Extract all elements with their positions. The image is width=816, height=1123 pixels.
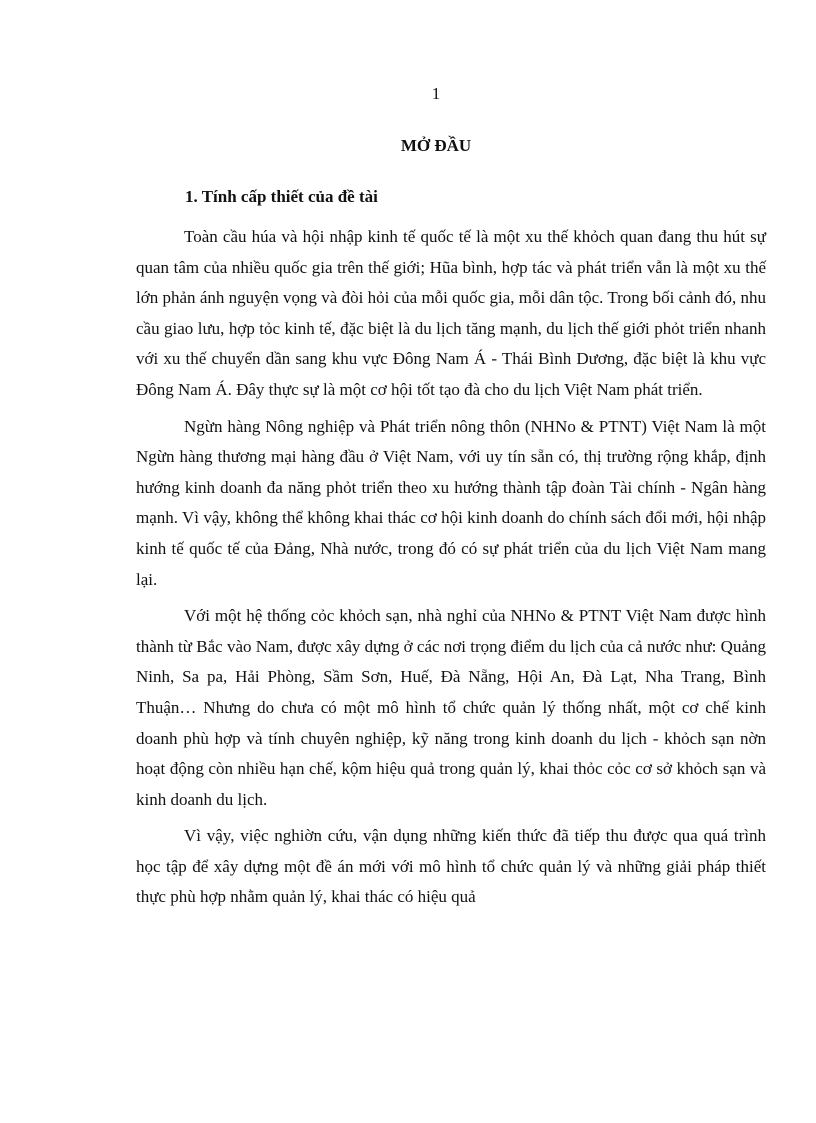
section-title: 1. Tính cấp thiết của đề tài [185, 187, 378, 206]
paragraph: Toàn cầu húa và hội nhập kinh tế quốc tế là một xu thế khỏch quan đang thu hút sự quan tâm của nhiều quốc gia trên thế giới; Hũa bình, hợp tác và phát triển vẫn là một xu thế lớn phản ánh nguyện vọng và đòi hỏi của mỗi quốc gia, mỗi dân tộc. Trong bối cảnh đó, nhu cầu giao lưu, hợp tỏc kinh tế, đặc biệt là du lịch tăng mạnh, du lịch thế giới phỏt triển nhanh với xu thế chuyển dần sang khu vực Đông Nam Á - Thái Bình Dương, đặc biệt là khu vực Đông Nam Á. Đây thực sự là một cơ hội tốt tạo đà cho du lịch Việt Nam phát triển. [136, 227, 766, 399]
paragraph: Vì vậy, việc nghiờn cứu, vận dụng những kiến thức đã tiếp thu được qua quá trình học tập để xây dựng một đề án mới với mô hình tổ chức quản lý và những giải pháp thiết thực phù hợp nhằm quản lý, khai thác có hiệu quả [136, 826, 766, 907]
body-text [136, 222, 766, 913]
chapter-heading: MỞ ĐẦU [400, 136, 472, 155]
page-number: 1 [431, 84, 441, 103]
paragraph: Ngừn hàng Nông nghiệp và Phát triển nông thôn (NHNo & PTNT) Việt Nam là một Ngừn hàng thương mại hàng đầu ở Việt Nam, với uy tín sẵn có, thị trường rộng khắp, định hướng kinh doanh đa năng phỏt triển theo xu hướng thành tập đoàn Tài chính - Ngân hàng mạnh. Vì vậy, không thể không khai thác cơ hội kinh doanh do chính sách đổi mới, hội nhập kinh tế quốc tế của Đảng, Nhà nước, trong đó có sự phát triển của du lịch Việt Nam mang lại. [136, 416, 766, 589]
paragraph: Với một hệ thống cỏc khỏch sạn, nhà nghỉ của NHNo & PTNT Việt Nam được hình thành từ Bắc vào Nam, được xây dựng ở các nơi trọng điểm du lịch của cả nước như: Quảng Ninh, Sa pa, Hải Phòng, Sầm Sơn, Huế, Đà Nẵng, Hội An, Đà Lạt, Nha Trang, Bình Thuận… Nhưng do chưa có một mô hình tổ chức quản lý thống nhất, một cơ chế kinh doanh phù hợp và tính chuyên nghiệp, kỹ năng trong kinh doanh du lịch - khỏch sạn nờn hoạt động còn nhiều hạn chế, kộm hiệu quả trong quản lý, khai thỏc cỏc cơ sở khỏch sạn và kinh doanh du lịch. [136, 606, 766, 809]
